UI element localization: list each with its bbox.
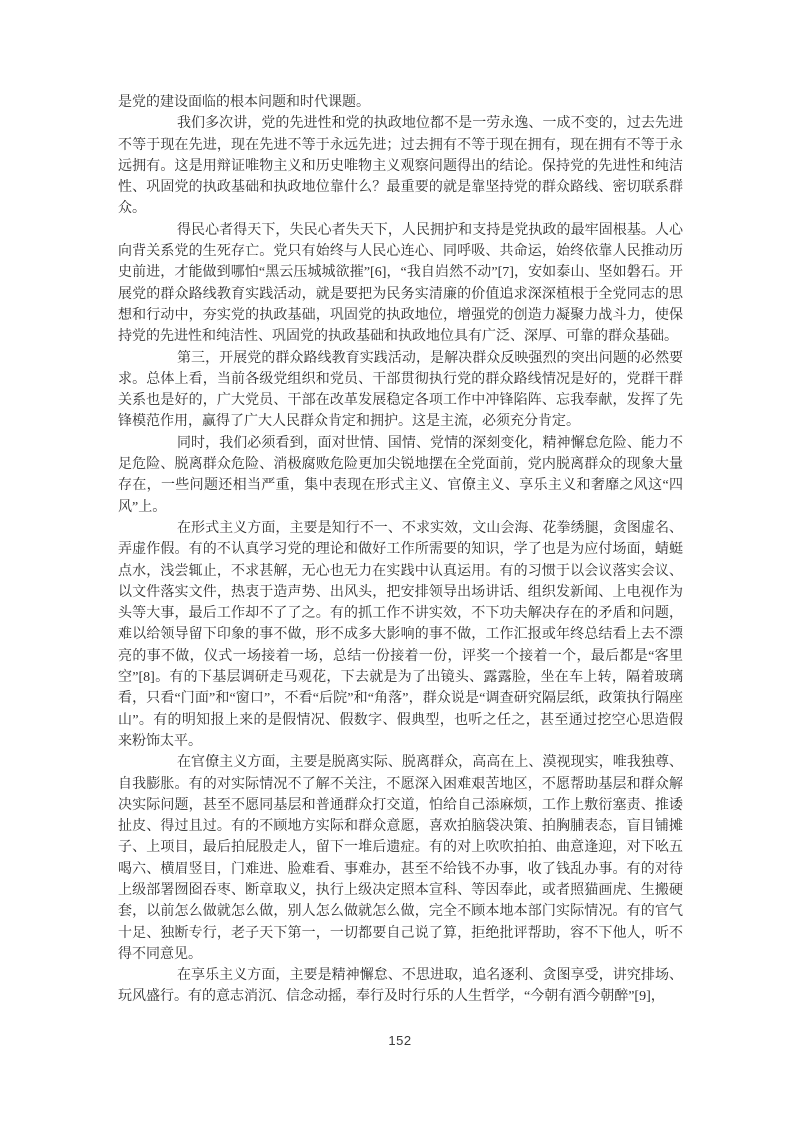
body-paragraph: 我们多次讲，党的先进性和党的执政地位都不是一劳永逸、一成不变的，过去先进不等于现在先进，现在先进不等于永远先进；过去拥有不等于现在拥有，现在拥有不等于永远拥有。这是用辩证唯物主义和历史唯物主义观察问题得出的结论。保持党的先进性和纯洁性、巩固党的执政基础和执政地位靠什么？最重要的就是靠坚持党的群众路线、密切联系群众。 [118, 116, 683, 217]
body-paragraph: 在享乐主义方面，主要是精神懈怠、不思进取，追名逐利、贪图享受，讲究排场、玩风盛行。有的意志消沉、信念动摇，奉行及时行乐的人生哲学，“今朝有酒今朝醉”[9]， [118, 968, 683, 1005]
body-paragraph: 同时，我们必须看到，面对世情、国情、党情的深刻变化，精神懈怠危险、能力不足危险、脱离群众危险、消极腐败危险更加尖锐地摆在全党面前，党内脱离群众的现象大量存在，一些问题还相当严重，集中表现在形式主义、官僚主义、享乐主义和奢靡之风这“四风”上。 [118, 435, 683, 515]
body-paragraph: 在形式主义方面，主要是知行不一、不求实效，文山会海、花拳绣腿，贪图虚名、弄虚作假。有的不认真学习党的理论和做好工作所需要的知识，学了也是为应付场面，蜻蜓点水，浅尝辄止，不求甚解，无心也无力在实践中认真运用。有的习惯于以会议落实会议、以文件落实文件，热衷于造声势、出风头，把安排领导出场讲话、组织发新闻、上电视作为头等大事，最后工作却不了了之。有的抓工作不讲实效，不下功夫解决存在的矛盾和问题，难以给领导留下印象的事不做，形不成多大影响的事不做，工作汇报或年终总结看上去不漂亮的事不做，仪式一场接着一场，总结一份接着一份，评奖一个接着一个，最后都是“客里空”[8]。有的下基层调研走马观花，下去就是为了出镜头、露露脸，坐在车上转，隔着玻璃看，只看“门面”和“窗口”，不看“后院”和“角落”，群众说是“调查研究隔层纸，政策执行隔座山”。有的明知报上来的是假情况、假数字、假典型，也听之任之，甚至通过挖空心思造假来粉饰太平。 [118, 520, 683, 749]
body-paragraph-continuation: 是党的建设面临的根本问题和时代课题。 [118, 95, 370, 110]
body-paragraph: 在官僚主义方面，主要是脱离实际、脱离群众，高高在上、漠视现实，唯我独尊、自我膨胀。有的对实际情况不了解不关注，不愿深入困难艰苦地区，不愿帮助基层和群众解决实际问题，甚至不愿同基层和普通群众打交道，怕给自己添麻烦，工作上敷衍塞责、推诿扯皮、得过且过。有的不顾地方实际和群众意愿，喜欢拍脑袋决策、拍胸脯表态，盲目铺摊子、上项目，最后拍屁股走人，留下一堆后遗症。有的对上吹吹拍拍、曲意逢迎，对下吆五喝六、横眉竖目，门难进、脸难看、事难办，甚至不给钱不办事，收了钱乱办事。有的对待上级部署囫囵吞枣、断章取义，执行上级决定照本宣科、等因奉此，或者照猫画虎、生搬硬套，以前怎么做就怎么做，别人怎么做就怎么做，完全不顾本地本部门实际情况。有的官气十足、独断专行，老子天下第一，一切都要自己说了算，拒绝批评帮助，容不下他人，听不得不同意见。 [118, 755, 683, 962]
text-block [118, 92, 683, 1008]
page-number: 152 [388, 1033, 412, 1048]
body-paragraph: 得民心者得天下，失民心者失天下，人民拥护和支持是党执政的最牢固根基。人心向背关系党的生死存亡。党只有始终与人民心连心、同呼吸、共命运，始终依靠人民推动历史前进，才能做到哪怕“黑云压城城欲摧”[6]，“我自岿然不动”[7]，安如泰山、坚如磐石。开展党的群众路线教育实践活动，就是要把为民务实清廉的价值追求深深植根于全党同志的思想和行动中，夯实党的执政基础，巩固党的执政地位，增强党的创造力凝聚力战斗力，使保持党的先进性和纯洁性、巩固党的执政基础和执政地位具有广泛、深厚、可靠的群众基础。 [118, 222, 683, 345]
body-paragraph: 第三，开展党的群众路线教育实践活动，是解决群众反映强烈的突出问题的必然要求。总体上看，当前各级党组织和党员、干部贯彻执行党的群众路线情况是好的，党群干群关系也是好的，广大党员、干部在改革发展稳定各项工作中冲锋陷阵、忘我奉献，发挥了先锋模范作用，赢得了广大人民群众肯定和拥护。这是主流，必须充分肯定。 [118, 350, 683, 430]
